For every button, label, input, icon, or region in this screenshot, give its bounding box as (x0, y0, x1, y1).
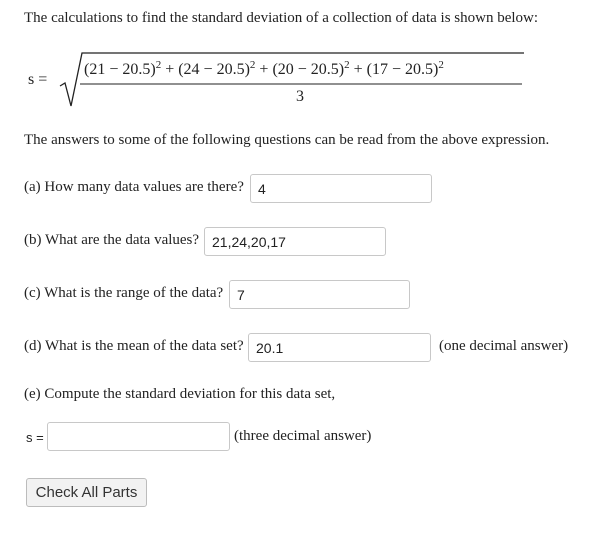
exp-1: 2 (155, 59, 162, 71)
answer-d-input[interactable] (248, 333, 431, 362)
answer-c-input[interactable] (229, 280, 410, 309)
term-4: (17 − 20.5) (366, 61, 439, 78)
formula-numerator (84, 59, 444, 79)
answer-a-input[interactable] (250, 174, 432, 203)
term-2: (24 − 20.5) (178, 61, 250, 78)
question-e-hint: (three decimal answer) (234, 428, 372, 444)
plus-3: + (353, 61, 363, 78)
formula-lhs: s = (28, 71, 48, 88)
plus-1: + (165, 61, 175, 78)
term-3: (20 − 20.5) (272, 61, 345, 78)
question-b-label: (b) What are the data values? (24, 232, 200, 248)
question-a-label: (a) How many data values are there? (24, 179, 244, 195)
s-equals-label: s = (26, 430, 44, 445)
exp-3: 2 (344, 59, 350, 71)
question-d-hint: (one decimal answer) (439, 338, 569, 354)
answer-b-input[interactable] (204, 227, 386, 256)
plus-2: + (259, 61, 269, 78)
check-all-parts-button[interactable]: Check All Parts (26, 478, 147, 507)
term-1: (21 − 20.5) (84, 61, 156, 78)
intro-text: The calculations to find the standard deviation of a collection of data is shown below: (24, 10, 539, 26)
question-e-label: (e) Compute the standard deviation for this data set, (24, 386, 336, 402)
question-c-label: (c) What is the range of the data? (24, 285, 224, 301)
note-text: The answers to some of the following questions can be read from the above expression. (24, 132, 550, 148)
formula-denominator: 3 (296, 88, 304, 105)
answer-e-input[interactable] (47, 422, 230, 451)
exp-4: 2 (438, 59, 444, 71)
question-d-label: (d) What is the mean of the data set? (24, 338, 244, 354)
exp-2: 2 (249, 59, 256, 71)
